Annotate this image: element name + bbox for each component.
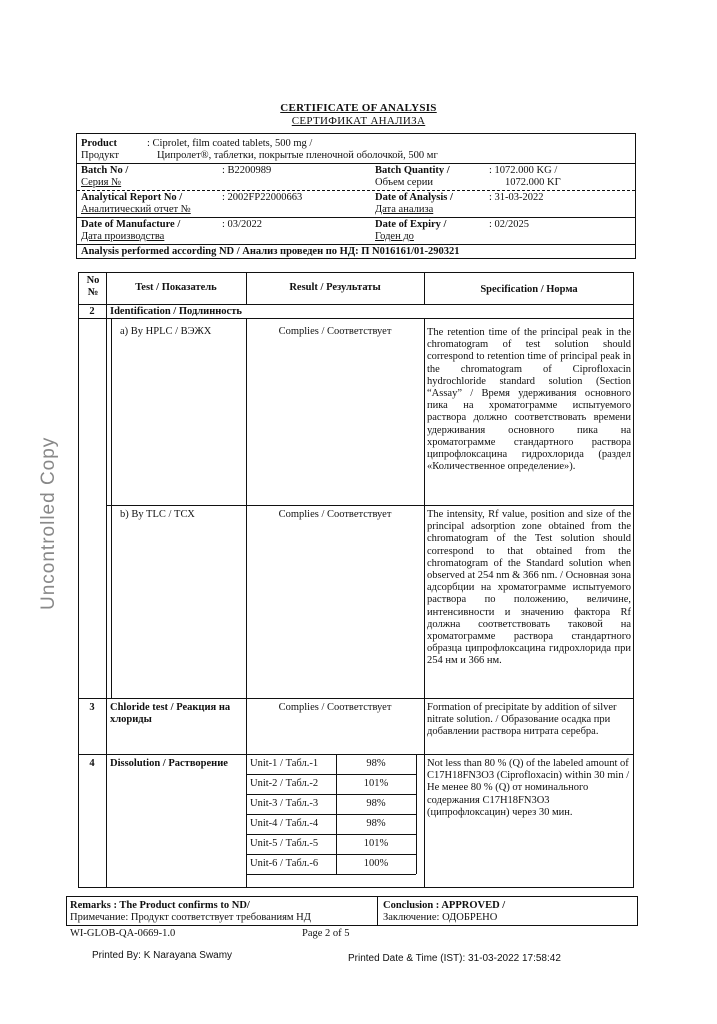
dissolution-units bbox=[246, 754, 424, 888]
chloride-result: Complies / Соответствует bbox=[278, 702, 392, 713]
conclusion-ru: Заключение: ОДОБРЕНО bbox=[383, 912, 498, 923]
col-no-header: No № bbox=[86, 275, 100, 299]
watermark: Uncontrolled Copy bbox=[38, 436, 59, 610]
identification-test: Identification / Подлинность bbox=[110, 306, 242, 317]
dissolution-no: 4 bbox=[89, 758, 95, 769]
unit-4-value: 98% bbox=[366, 818, 386, 829]
product-value-ru: Ципролет®, таблетки, покрытые пленочной оболочкой, 500 мг bbox=[157, 150, 438, 161]
expiry-label-en: Date of Expiry / bbox=[375, 219, 447, 230]
unit-2-label: Unit-2 / Табл.-2 bbox=[250, 778, 319, 789]
manufacture-label-ru: Дата производства bbox=[81, 231, 165, 242]
title-en: CERTIFICATE OF ANALYSIS bbox=[280, 102, 437, 114]
unit-3-value: 98% bbox=[366, 798, 386, 809]
hplc-test: a) By HPLC / ВЭЖХ bbox=[120, 326, 212, 337]
tlc-result: Complies / Соответствует bbox=[278, 509, 392, 520]
col-result-header: Result / Результаты bbox=[289, 282, 381, 293]
printed-date: Printed Date & Time (IST): 31-03-2022 17:58:42 bbox=[348, 953, 561, 964]
col-test-header: Test / Показатель bbox=[135, 282, 217, 293]
batch-no-label-ru: Серия № bbox=[81, 177, 122, 188]
product-value-en: : Ciprolet, film coated tablets, 500 mg / bbox=[147, 138, 313, 149]
hplc-spec: The retention time of the principal peak in the chromatogram of test solution should correspond to retention time of principal peak in the chromatogram of Ciprofloxacin hydrochloride standard solution (Section “Assay” / Время удерживания основного пика на хроматограмме испытуемого раствора должно соответствовать времени удерживания основного пика на хроматограмме стандартного раствора ципрофлоксацина гидрохлорида (раздел «Количественное определение»). bbox=[427, 327, 631, 473]
report-value: : 2002FP22000663 bbox=[222, 192, 303, 203]
chloride-no: 3 bbox=[89, 702, 95, 713]
batch-qty-label-ru: Объем серии bbox=[375, 177, 433, 188]
product-label-ru: Продукт bbox=[81, 150, 119, 161]
unit-5-value: 101% bbox=[363, 838, 389, 849]
unit-6-label: Unit-6 / Табл.-6 bbox=[250, 858, 319, 869]
unit-4-label: Unit-4 / Табл.-4 bbox=[250, 818, 319, 829]
unit-2-value: 101% bbox=[363, 778, 389, 789]
col-spec-header: Specification / Норма bbox=[480, 284, 578, 295]
title-ru: СЕРТИФИКАТ АНАЛИЗА bbox=[291, 115, 426, 127]
remarks-en: Remarks : The Product confirms to ND/ bbox=[70, 900, 250, 911]
unit-5-label: Unit-5 / Табл.-5 bbox=[250, 838, 319, 849]
hplc-result: Complies / Соответствует bbox=[278, 326, 392, 337]
dissolution-test: Dissolution / Растворение bbox=[110, 758, 228, 769]
batch-qty-value-1: : 1072.000 KG / bbox=[489, 165, 558, 176]
printed-by: Printed By: K Narayana Swamy bbox=[92, 950, 233, 961]
unit-1-label: Unit-1 / Табл.-1 bbox=[250, 758, 319, 769]
remarks-box bbox=[66, 896, 638, 926]
header-block bbox=[76, 133, 636, 259]
manufacture-value: : 03/2022 bbox=[222, 219, 262, 230]
expiry-value: : 02/2025 bbox=[489, 219, 529, 230]
dissolution-spec: Not less than 80 % (Q) of the labeled amount of C17H18FN3O3 (Ciprofloxacin) within 30 min / Не менее 80 % (Q) от номинального содержания C17H18FN3O3 (ципрофлоксацин) через 30 мин. bbox=[427, 758, 630, 818]
tlc-test: b) By TLC / ТСХ bbox=[120, 509, 195, 520]
batch-no-value: : B2200989 bbox=[222, 165, 272, 176]
expiry-label-ru: Годен до bbox=[375, 231, 414, 242]
results-table bbox=[78, 272, 634, 888]
doc-code: WI-GLOB-QA-0669-1.0 bbox=[70, 928, 176, 939]
unit-1-value: 98% bbox=[366, 758, 386, 769]
batch-no-label-en: Batch No / bbox=[81, 165, 129, 176]
product-label-en: Product bbox=[81, 138, 117, 149]
manufacture-label-en: Date of Manufacture / bbox=[81, 219, 181, 230]
chloride-test: Chloride test / Реакция на хлориды bbox=[110, 702, 231, 726]
remarks-ru: Примечание: Продукт соответствует требованиям НД bbox=[70, 912, 311, 923]
chloride-spec: Formation of precipitate by addition of silver nitrate solution. / Образование осадка при добавлении раствора нитрата серебра. bbox=[427, 702, 617, 738]
report-label-ru: Аналитический отчет № bbox=[81, 204, 191, 215]
identification-no: 2 bbox=[89, 306, 95, 317]
analysis-note: Analysis performed according ND / Анализ проведен по НД: П N016161/01-290321 bbox=[81, 246, 460, 257]
conclusion-en: Conclusion : APPROVED / bbox=[383, 900, 506, 911]
batch-qty-value-2: 1072.000 KГ bbox=[505, 177, 561, 188]
analysis-date-label-ru: Дата анализа bbox=[375, 204, 434, 215]
analysis-date-value: : 31-03-2022 bbox=[489, 192, 544, 203]
unit-3-label: Unit-3 / Табл.-3 bbox=[250, 798, 319, 809]
batch-qty-label-en: Batch Quantity / bbox=[375, 165, 450, 176]
report-label-en: Analytical Report No / bbox=[81, 192, 183, 203]
analysis-date-label-en: Date of Analysis / bbox=[375, 192, 453, 203]
tlc-spec: The intensity, Rf value, position and size of the principal adsorption zone obtained from the chromatogram of the Test solution should correspond to that obtained from the chromatogram of the Standard solution when observed at 254 nm & 366 nm. / Основная зона адсорбции на хроматограмме испытуемого раствора по положению, величине, интенсивности и значению фактора Rf должна соответствовать таковой на хроматограмме раствора стандартного образца ципрофлоксацина гидрохлорида при 254 нм и 366 нм. bbox=[427, 509, 631, 667]
page-number: Page 2 of 5 bbox=[302, 928, 350, 939]
unit-6-value: 100% bbox=[363, 858, 389, 869]
